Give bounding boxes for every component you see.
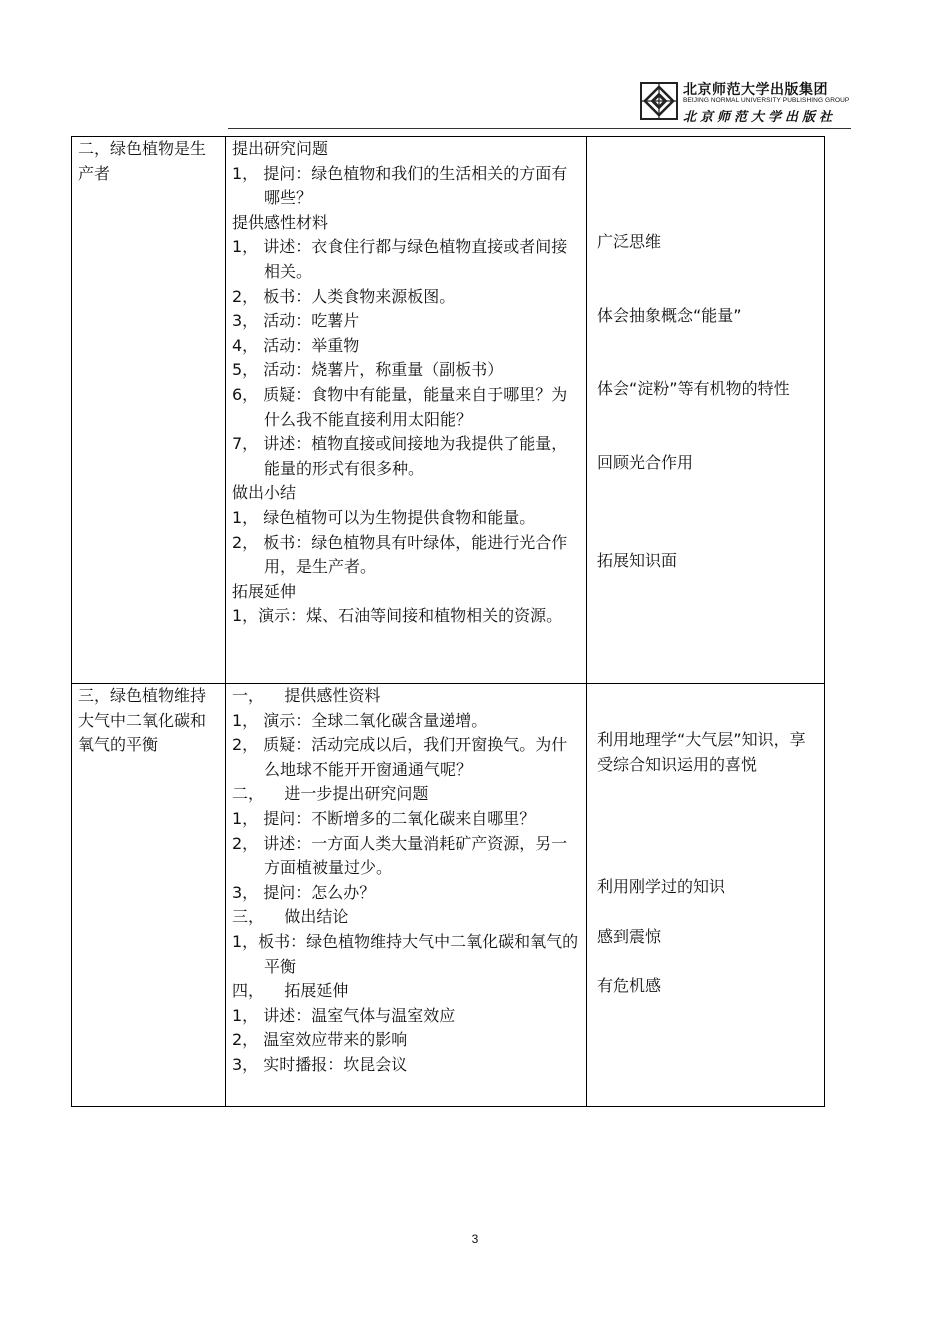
goal-item: 回顾光合作用 (597, 452, 694, 472)
activities-cell (226, 137, 587, 684)
goal-item: 体会“淀粉”等有机物的特性 (597, 379, 790, 399)
activity-item: 4， 活动：举重物 (232, 335, 360, 355)
publisher-name-cn: 北京师范大学出版集团 (683, 82, 828, 98)
goal-item: 广泛思维 (597, 232, 662, 251)
activity-item: 1， 演示：全球二氧化碳含量递增。 (232, 710, 488, 730)
activity-item: 2， 讲述：一方面人类大量消耗矿产资源，另一方面植被量过少。 (232, 833, 568, 878)
activity-item: 1， 绿色植物可以为生物提供食物和能量。 (232, 507, 536, 527)
activity-item: 3， 提问：怎么办？ (232, 882, 376, 902)
goal-item: 有危机感 (597, 976, 662, 996)
activity-heading: 做出小结 (232, 483, 297, 503)
section-cell (72, 137, 226, 684)
activity-item: 1， 讲述：衣食住行都与绿色植物直接或者间接相关。 (232, 237, 568, 281)
activity-heading: 提供感性材料 (232, 212, 329, 232)
activity-item: 7， 讲述：植物直接或间接地为我提供了能量，能量的形式有很多种。 (232, 434, 568, 478)
header-rule (228, 128, 851, 129)
page-number: 3 (471, 1232, 479, 1246)
activity-item: 1， 提问：不断增多的二氧化碳来自哪里？ (232, 808, 536, 828)
activity-heading: 四， 拓展延伸 (232, 981, 349, 1001)
activity-item: 1，演示：煤、石油等间接和植物相关的资源。 (232, 606, 563, 626)
lesson-plan-table (71, 136, 825, 1107)
goals-cell (587, 684, 825, 1107)
activity-heading: 二， 进一步提出研究问题 (232, 784, 429, 804)
bnup-logo-icon (640, 82, 678, 120)
activity-item: 6， 质疑：食物中有能量，能量来自于哪里？为什么我不能直接利用太阳能？ (232, 384, 568, 429)
activities-cell (226, 684, 587, 1107)
page-header (0, 0, 950, 135)
goals-cell (587, 137, 825, 684)
activity-item: 2， 温室效应带来的影响 (232, 1030, 408, 1050)
section-title: 三，绿色植物维持大气中二氧化碳和氧气的平衡 (78, 686, 207, 755)
activity-item: 1， 讲述：温室气体与温室效应 (232, 1005, 456, 1025)
activity-item: 3， 实时播报：坎昆会议 (232, 1054, 408, 1074)
goal-item: 感到震惊 (597, 926, 662, 946)
activity-item: 3， 活动：吃薯片 (232, 311, 360, 331)
goal-item: 利用地理学“大气层”知识，享受综合知识运用的喜悦 (597, 730, 806, 774)
section-title: 二，绿色植物是生产者 (78, 139, 207, 183)
publisher-name-cn-secondary: 北京师范大学出版社 (683, 110, 837, 125)
goal-item: 拓展知识面 (597, 551, 678, 571)
activity-item: 2， 板书：绿色植物具有叶绿体，能进行光合作用，是生产者。 (232, 532, 568, 577)
table-row (72, 137, 825, 684)
activity-item: 2， 板书：人类食物来源板图。 (232, 286, 456, 306)
section-cell (72, 684, 226, 1107)
activity-item: 5， 活动：烧薯片，称重量（副板书） (232, 360, 504, 380)
goal-item: 利用刚学过的知识 (597, 877, 726, 897)
activity-heading: 提出研究问题 (232, 139, 329, 158)
publisher-name-en: BEIJING NORMAL UNIVERSITY PUBLISHING GROUP (683, 97, 850, 104)
table-row (72, 684, 825, 1107)
activity-heading: 拓展延伸 (232, 581, 297, 601)
activity-item: 1， 提问：绿色植物和我们的生活相关的方面有哪些？ (232, 163, 568, 208)
activity-item: 2， 质疑：活动完成以后，我们开窗换气。为什么地球不能开开窗通通气呢？ (232, 735, 568, 779)
goal-item: 体会抽象概念“能量” (597, 305, 742, 325)
activity-item: 1，板书：绿色植物维持大气中二氧化碳和氧气的平衡 (232, 931, 579, 976)
activity-heading: 三， 做出结论 (232, 907, 349, 927)
activity-heading: 一， 提供感性资料 (232, 686, 381, 705)
